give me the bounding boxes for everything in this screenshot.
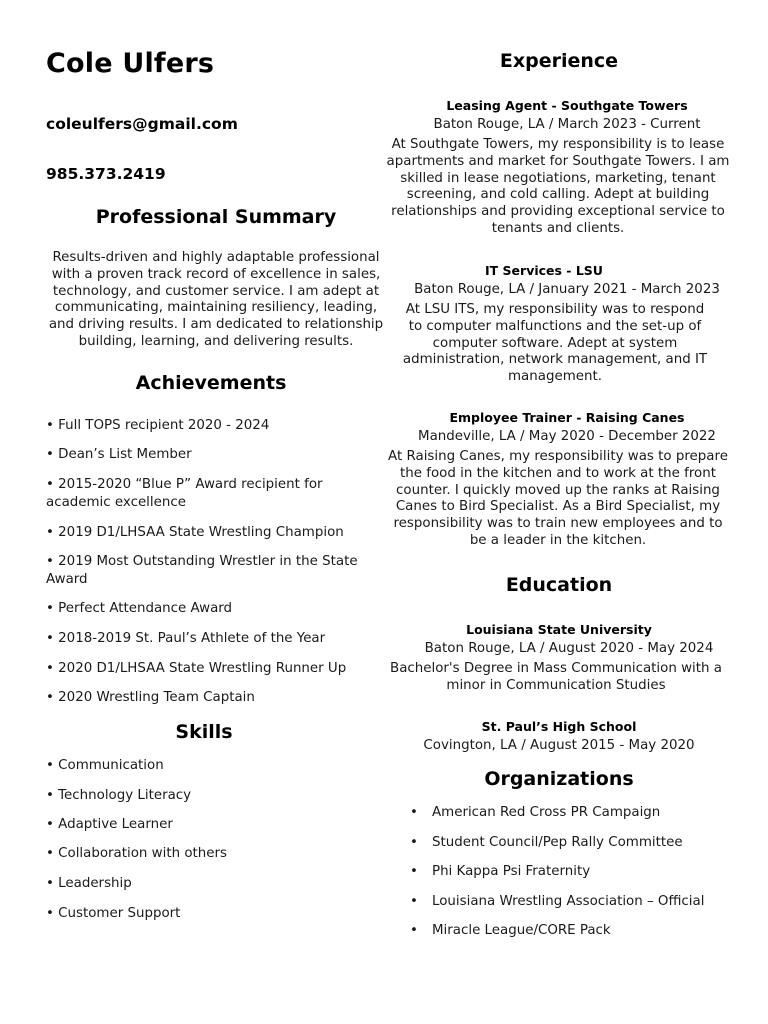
job-description: At Southgate Towers, my responsibility is to lease apartments and market for Southgate Towers. I am skilled in lease negotiations, marketing, tenant screening, and cold calling. Adept at building relationships and providing exceptional service to tenants and clients. — [386, 137, 730, 236]
skills-heading: Skills — [175, 721, 233, 743]
bullet-icon: • — [410, 923, 418, 938]
list-item: • Customer Support — [46, 906, 181, 921]
list-item: • Full TOPS recipient 2020 - 2024 — [46, 418, 270, 433]
bullet-icon: • — [410, 894, 418, 909]
list-item: • 2019 Most Outstanding Wrestler in the State Award — [46, 554, 358, 587]
job-meta: Baton Rouge, LA / March 2023 - Current — [433, 117, 701, 132]
school-meta: Covington, LA / August 2015 - May 2020 — [423, 738, 695, 753]
summary-text: Results-driven and highly adaptable professional with a proven track record of excellence in sales, technology, and customer service. I am adept at communicating, maintaining resiliency, leading, and driving results. I am dedicated to relationship building, learning, and delivering results. — [48, 250, 384, 349]
list-item: • Phi Kappa Psi Fraternity — [410, 864, 591, 879]
list-item: • Louisiana Wrestling Association – Official — [410, 894, 705, 909]
job-description: At Raising Canes, my responsibility was to prepare the food in the kitchen and to work at the front counter. I quickly moved up the ranks at Raising Canes to Bird Specialist. As a Bird Specialist, my responsibility was to train new employees and to be a leader in the kitchen. — [388, 449, 728, 548]
school-name: Louisiana State University — [466, 622, 652, 637]
list-item: • Miracle League/CORE Pack — [410, 923, 611, 938]
education-heading: Education — [505, 574, 613, 596]
achievements-heading: Achievements — [135, 372, 287, 394]
list-item: • American Red Cross PR Campaign — [410, 805, 661, 820]
job-meta: Mandeville, LA / May 2020 - December 2022 — [418, 429, 716, 444]
list-item: • Communication — [46, 758, 164, 773]
list-item: • Dean’s List Member — [46, 447, 192, 462]
list-item: • 2019 D1/LHSAA State Wrestling Champion — [46, 525, 344, 540]
school-degree: Bachelor's Degree in Mass Communication with a minor in Communication Studies — [390, 661, 722, 693]
job-title: Leasing Agent - Southgate Towers — [446, 98, 688, 113]
list-item: • Leadership — [46, 876, 132, 891]
list-item: • 2015-2020 “Blue P” Award recipient for academic excellence — [46, 477, 323, 510]
organizations-heading: Organizations — [484, 768, 634, 790]
job-title: Employee Trainer - Raising Canes — [449, 410, 685, 425]
bullet-icon: • — [410, 835, 418, 850]
school-name: St. Paul’s High School — [481, 719, 637, 734]
job-description: At LSU ITS, my responsibility was to respond to computer malfunctions and the set-up of computer software. Adept at system administration, network management, and IT management. — [402, 302, 708, 385]
list-item: • Adaptive Learner — [46, 817, 173, 832]
list-item: • 2018-2019 St. Paul’s Athlete of the Year — [46, 631, 326, 646]
summary-heading: Professional Summary — [95, 206, 337, 228]
list-item: • 2020 D1/LHSAA State Wrestling Runner Up — [46, 661, 347, 676]
school-meta: Baton Rouge, LA / August 2020 - May 2024 — [424, 641, 714, 656]
phone-number: 985.373.2419 — [46, 165, 166, 183]
list-item: • Student Council/Pep Rally Committee — [410, 835, 683, 850]
email-address: coleulfers@gmail.com — [46, 115, 238, 133]
job-meta: Baton Rouge, LA / January 2021 - March 2023 — [414, 282, 720, 297]
candidate-name: Cole Ulfers — [46, 48, 215, 79]
bullet-icon: • — [410, 864, 418, 879]
bullet-icon: • — [410, 805, 418, 820]
experience-heading: Experience — [499, 50, 619, 72]
job-title: IT Services - LSU — [485, 263, 603, 278]
list-item: • 2020 Wrestling Team Captain — [46, 690, 255, 705]
list-item: • Perfect Attendance Award — [46, 601, 233, 616]
list-item: • Technology Literacy — [46, 788, 192, 803]
list-item: • Collaboration with others — [46, 846, 227, 861]
